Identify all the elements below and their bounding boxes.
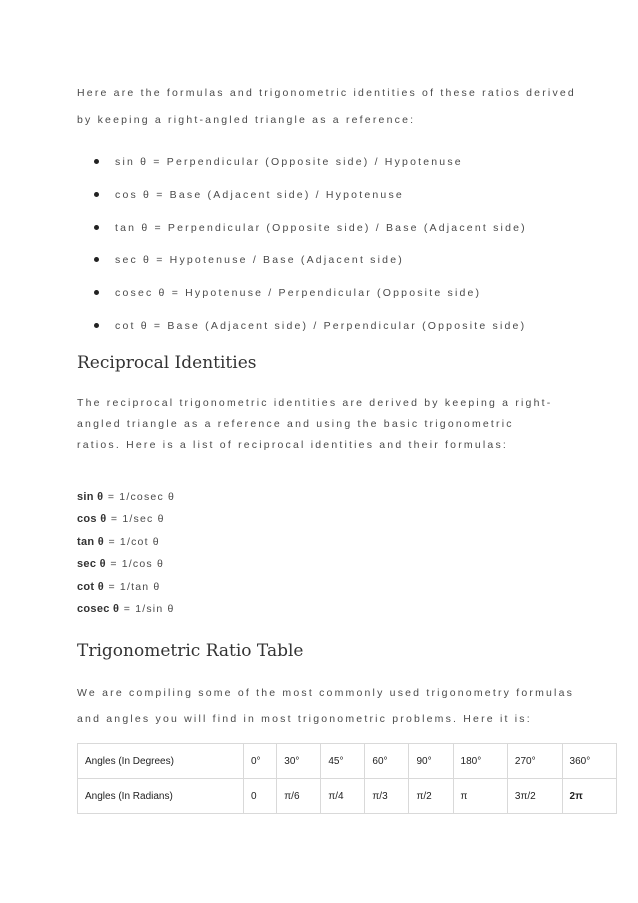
ratio-formula: sec θ = Hypotenuse / Base (Adjacent side) — [115, 254, 404, 267]
list-item — [77, 530, 175, 552]
reciprocal-identities-heading: Reciprocal Identities — [77, 353, 257, 373]
table-cell: 180° — [453, 744, 507, 779]
list-item — [77, 211, 527, 244]
table-cell: 0 — [244, 779, 277, 814]
identity-formula: = 1/cot θ — [108, 535, 160, 548]
identity-formula: = 1/tan θ — [108, 580, 161, 593]
table-cell: 360° — [562, 744, 616, 779]
table-cell: π/4 — [321, 779, 365, 814]
identity-term: sin θ — [77, 491, 104, 503]
list-item — [77, 575, 175, 597]
table-row-label: Angles (In Degrees) — [78, 744, 244, 779]
identity-term: cos θ — [77, 513, 107, 526]
table-cell: 3π/2 — [507, 779, 562, 814]
table-cell: 30° — [277, 744, 321, 779]
ratio-formula: cos θ = Base (Adjacent side) / Hypotenuse — [115, 188, 404, 201]
bullet-icon — [94, 159, 99, 164]
ratio-formula-list — [77, 145, 527, 342]
list-item — [77, 309, 527, 342]
ratio-formula: sin θ = Perpendicular (Opposite side) / Hypotenuse — [115, 156, 463, 168]
bullet-icon — [94, 257, 99, 262]
bullet-icon — [94, 290, 99, 295]
list-item — [77, 485, 175, 507]
list-item — [77, 145, 527, 178]
table-row — [78, 779, 617, 814]
table-row — [78, 744, 617, 779]
identity-formula: = 1/cos θ — [110, 558, 165, 571]
table-cell: π — [453, 779, 507, 814]
identity-term: sec θ — [77, 558, 106, 571]
table-cell: π/3 — [365, 779, 409, 814]
identity-formula: = 1/cosec θ — [107, 491, 176, 503]
table-cell: 2π — [562, 779, 616, 814]
bullet-icon — [94, 323, 99, 328]
intro-paragraph: Here are the formulas and trigonometric identities of these ratios derived by keeping a right-angled triangle as a reference: — [77, 87, 576, 126]
angle-table — [77, 743, 617, 814]
table-cell: 60° — [365, 744, 409, 779]
ratio-formula: cosec θ = Hypotenuse / Perpendicular (Opposite side) — [115, 287, 482, 300]
table-cell: π/2 — [409, 779, 453, 814]
ratio-formula: tan θ = Perpendicular (Opposite side) / Base (Adjacent side) — [115, 221, 527, 234]
table-cell: 45° — [321, 744, 365, 779]
list-item — [77, 552, 175, 574]
table-cell: 270° — [507, 744, 562, 779]
identity-formula: = 1/sec θ — [110, 513, 165, 526]
table-cell: 0° — [244, 744, 277, 779]
table-cell: π/6 — [277, 779, 321, 814]
list-item — [77, 276, 527, 309]
list-item — [77, 178, 527, 211]
list-item — [77, 507, 175, 529]
ratio-table-paragraph: We are compiling some of the most commonly used trigonometry formulas and angles you will find in most trigonometric problems. Here it is: — [77, 687, 575, 725]
list-item — [77, 597, 175, 619]
identity-term: cosec θ — [77, 602, 120, 615]
ratio-formula: cot θ = Base (Adjacent side) / Perpendicular (Opposite side) — [115, 319, 527, 332]
identity-formula: = 1/sin θ — [123, 602, 175, 615]
bullet-icon — [94, 192, 99, 197]
identity-term: cot θ — [77, 580, 105, 593]
ratio-table-heading: Trigonometric Ratio Table — [77, 641, 304, 661]
reciprocal-paragraph: The reciprocal trigonometric identities are derived by keeping a right-angled triangle as a reference and using the basic trigonometric ratios. Here is a list of reciprocal identities and their formulas: — [77, 397, 553, 451]
identity-term: tan θ — [77, 535, 105, 548]
reciprocal-identity-list — [77, 485, 175, 619]
table-cell: 90° — [409, 744, 453, 779]
list-item — [77, 243, 527, 276]
table-row-label: Angles (In Radians) — [78, 779, 244, 814]
bullet-icon — [94, 225, 99, 230]
